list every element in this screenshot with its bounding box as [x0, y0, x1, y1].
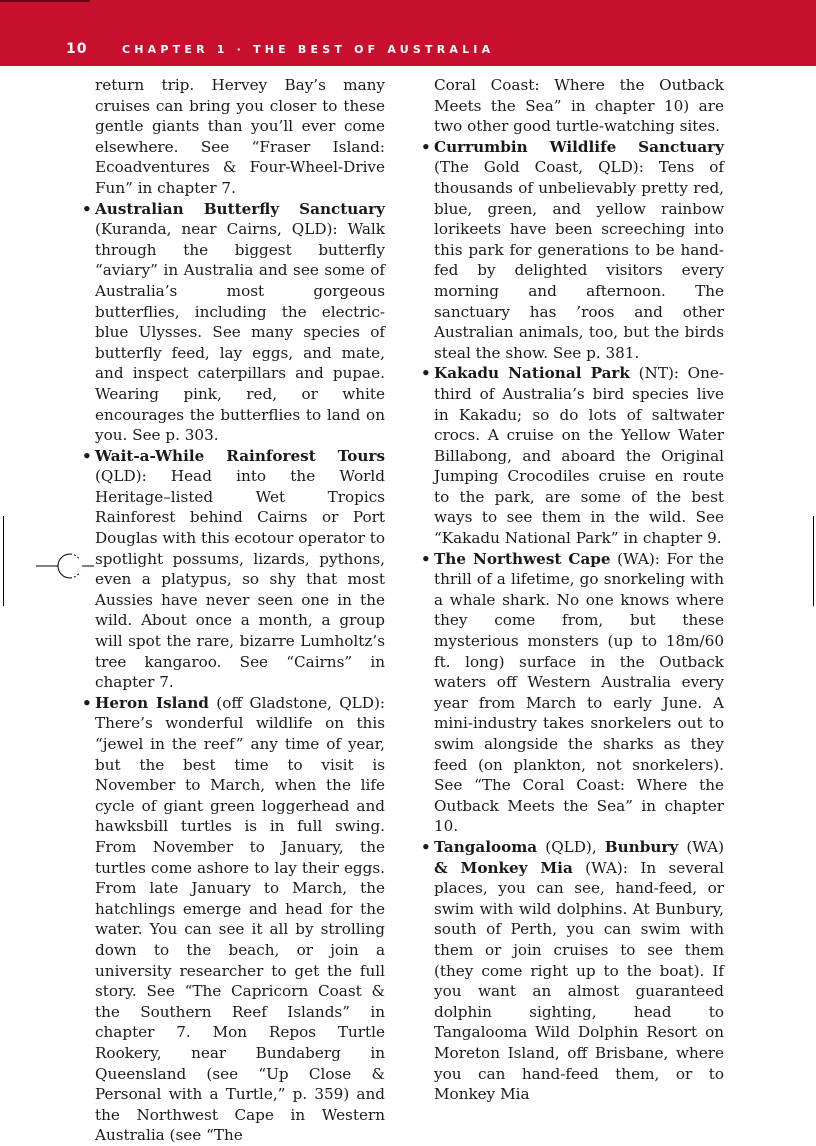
- item-body: (WA): For the thrill of a lifetime, go snorkeling with a whale shark. No one knows where they come from, but these mysterious monsters (up to 18m/60 ft. long) surface in the Outback waters off Western Australia every year from March to early June. A mini-industry takes snorkelers out to swim alongside the sharks as they feed (on plankton, not snorkelers). See “The Coral Coast: Where the Outback Meets the Sea” in chapter 10.: [434, 549, 724, 836]
- list-item: [434, 549, 724, 837]
- item-title: & Monkey Mia: [434, 858, 573, 877]
- list-item: [434, 137, 724, 364]
- item-body: (Kuranda, near Cairns, QLD): Walk through the biggest butterfly “aviary” in Australia and see some of Australia’s most gorgeous butterflies, including the electric-blue Ulysses. See many species of butterfly feed, lay eggs, and mate, and inspect caterpillars and pupae. Wearing pink, red, or white encourages the butterflies to land on you. See p. 303.: [95, 220, 385, 445]
- crop-mark-left-vertical: [3, 516, 4, 606]
- list-item: [434, 363, 724, 548]
- crop-mark-right-vertical: [813, 516, 814, 606]
- item-body: (off Gladstone, QLD): There’s wonderful wildlife on this “jewel in the reef” any time of year, but the best time to visit is November to March, when the life cycle of giant green loggerhead and hawksbill turtles is in full swing. From November to January, the turtles come ashore to lay their eggs. From late January to March, the hatchlings emerge and head for the water. You can see it all by strolling down to the beach, or join a university researcher to get the full story. See “The Capricorn Coast & the Southern Reef Islands” in chapter 7. Mon Repos Turtle Rookery, near Bundaberg in Queensland (see “Up Close & Personal with a Turtle,” p. 359) and the Northwest Cape in Western Australia (see “The: [95, 693, 385, 1145]
- item-title: Kakadu National Park: [434, 364, 630, 383]
- item-text: (WA): [678, 837, 724, 856]
- item-title: Tangalooma: [434, 837, 538, 856]
- item-title: Heron Island: [95, 693, 209, 712]
- list-item: [95, 446, 385, 693]
- running-head: CHAPTER 1 · THE BEST OF AUSTRALIA: [122, 43, 495, 56]
- item-body: (WA): In several places, you can see, hand-feed, or swim with wild dolphins. At Bunbury, south of Perth, you can swim with them or join cruises to see them (they come right up to the boat). If you want an almost guaranteed dolphin sighting, head to Tangalooma Wild Dolphin Resort on Moreton Island, off Brisbane, where you can hand-feed them, or to Monkey Mia: [434, 858, 725, 1104]
- item-title: Currumbin Wildlife Sanctuary: [434, 137, 724, 156]
- attraction-list: [95, 199, 385, 1146]
- attraction-list: [434, 137, 724, 1105]
- item-title: Wait-a-While Rainforest Tours: [95, 446, 385, 465]
- continued-paragraph: return trip. Hervey Bay’s many cruises can bring you closer to these gentle giants than you’ll ever come elsewhere. See “Fraser Island: Ecoadventures & Four-Wheel-Drive Fun” in chapter 7.: [95, 76, 385, 197]
- list-item: [434, 837, 724, 1105]
- list-item: [95, 693, 385, 1146]
- chapter-header-bar: [0, 0, 816, 66]
- header-top-rule: [0, 0, 90, 2]
- item-body: (NT): One-third of Australia’s bird species live in Kakadu; so do lots of saltwater crocs. A cruise on the Yellow Water Billabong, and aboard the Original Jumping Crocodiles cruise en route to the park, are some of the best ways to see them in the wild. See “Kakadu National Park” in chapter 9.: [434, 364, 724, 548]
- item-text: (QLD),: [537, 837, 605, 856]
- item-title: Australian Butterfly Sanctuary: [95, 199, 385, 218]
- registration-mark: [36, 546, 112, 586]
- item-title: The Northwest Cape: [434, 549, 611, 568]
- page-number: 10: [66, 41, 88, 57]
- item-body: (QLD): Head into the World Heritage–listed Wet Tropics Rainforest behind Cairns or Port Douglas with this ecotour operator to spotlight possums, lizards, pythons, even a platypus, so shy that most Aussies have never seen one in the wild. About once a month, a group will spot the rare, bizarre Lumholtz’s tree kangaroo. See “Cairns” in chapter 7.: [95, 467, 385, 692]
- list-item: [95, 199, 385, 446]
- item-title: Bunbury: [604, 837, 679, 856]
- left-column: [95, 75, 385, 1146]
- right-column: [434, 75, 724, 1105]
- item-body: (The Gold Coast, QLD): Tens of thousands of unbelievably pretty red, blue, green, and yellow rainbow lorikeets have been screeching into this park for generations to be hand-fed by delighted visitors every morning and afternoon. The sanctuary has ’roos and other Australian animals, too, but the birds steal the show. See p. 381.: [434, 158, 724, 362]
- continued-paragraph: Coral Coast: Where the Outback Meets the Sea” in chapter 10) are two other good turtle-watching sites.: [434, 76, 724, 136]
